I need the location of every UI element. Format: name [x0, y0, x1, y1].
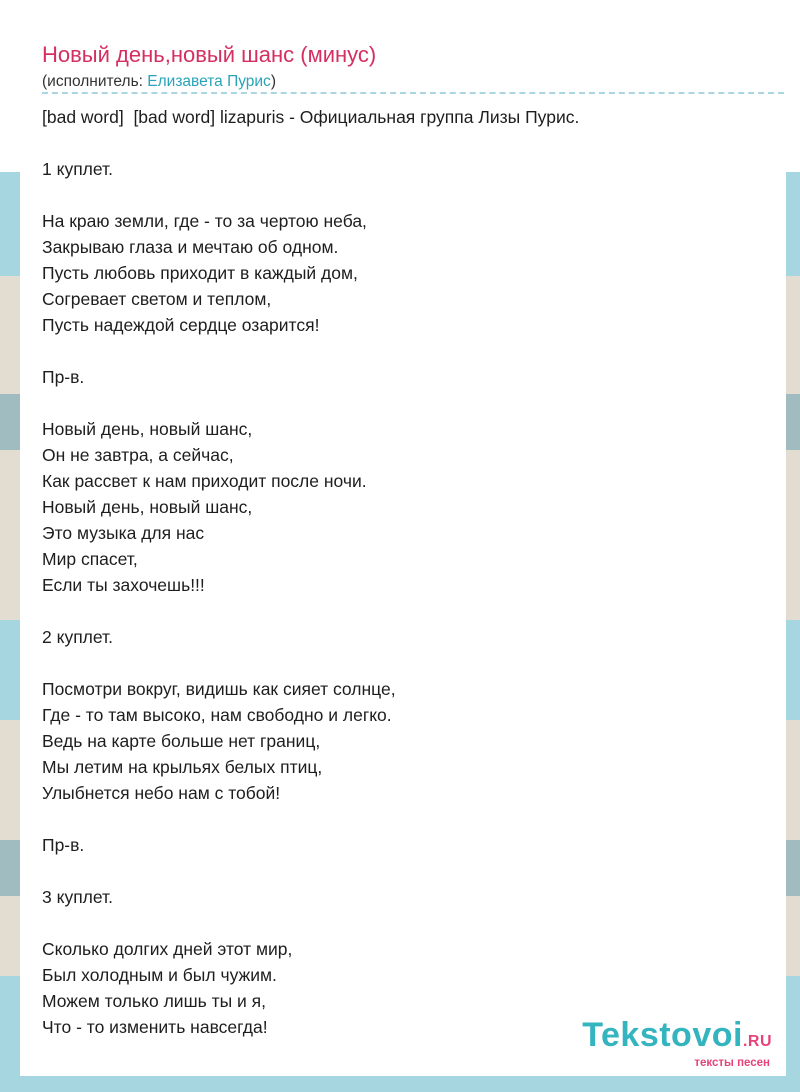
- artist-prefix: (исполнитель:: [42, 73, 148, 90]
- dashed-divider: [42, 92, 784, 94]
- logo-tld: .RU: [742, 1033, 772, 1050]
- artist-link[interactable]: Елизавета Пурис: [147, 73, 271, 90]
- lyrics-card: [20, 26, 786, 1076]
- song-title: Новый день,новый шанс (минус): [42, 42, 377, 67]
- lyrics-text: [bad word] [bad word] lizapuris - Официальная группа Лизы Пурис. 1 куплет. На краю земли, где - то за чертою неба, Закрываю глаза и мечтаю об одном. Пусть любовь приходит в каждый дом, Согревает светом и теплом, Пусть надеждой сердце озарится! Пр-в. Новый день, новый шанс, Он не завтра, а сейчас, Как рассвет к нам приходит после ночи. Новый день, новый шанс, Это музыка для нас Мир спасет, Если ты захочешь!!! 2 куплет. Посмотри вокруг, видишь как сияет солнце, Где - то там высоко, нам свободно и легко. Ведь на карте больше нет границ, Мы летим на крыльях белых птиц, Улыбнется небо нам с тобой! Пр-в. 3 куплет. Сколько долгих дней этот мир, Был холодным и был чужим. Можем только лишь ты и я, Что - то изменить навсегда!: [42, 107, 580, 1037]
- logo-wordmark: [582, 1017, 772, 1060]
- logo-tagline: тексты песен: [694, 1057, 770, 1069]
- site-logo[interactable]: [582, 1017, 772, 1069]
- artist-line: [42, 73, 276, 91]
- logo-main-text: Tekstovoi: [582, 1016, 743, 1054]
- artist-suffix: ): [270, 73, 276, 90]
